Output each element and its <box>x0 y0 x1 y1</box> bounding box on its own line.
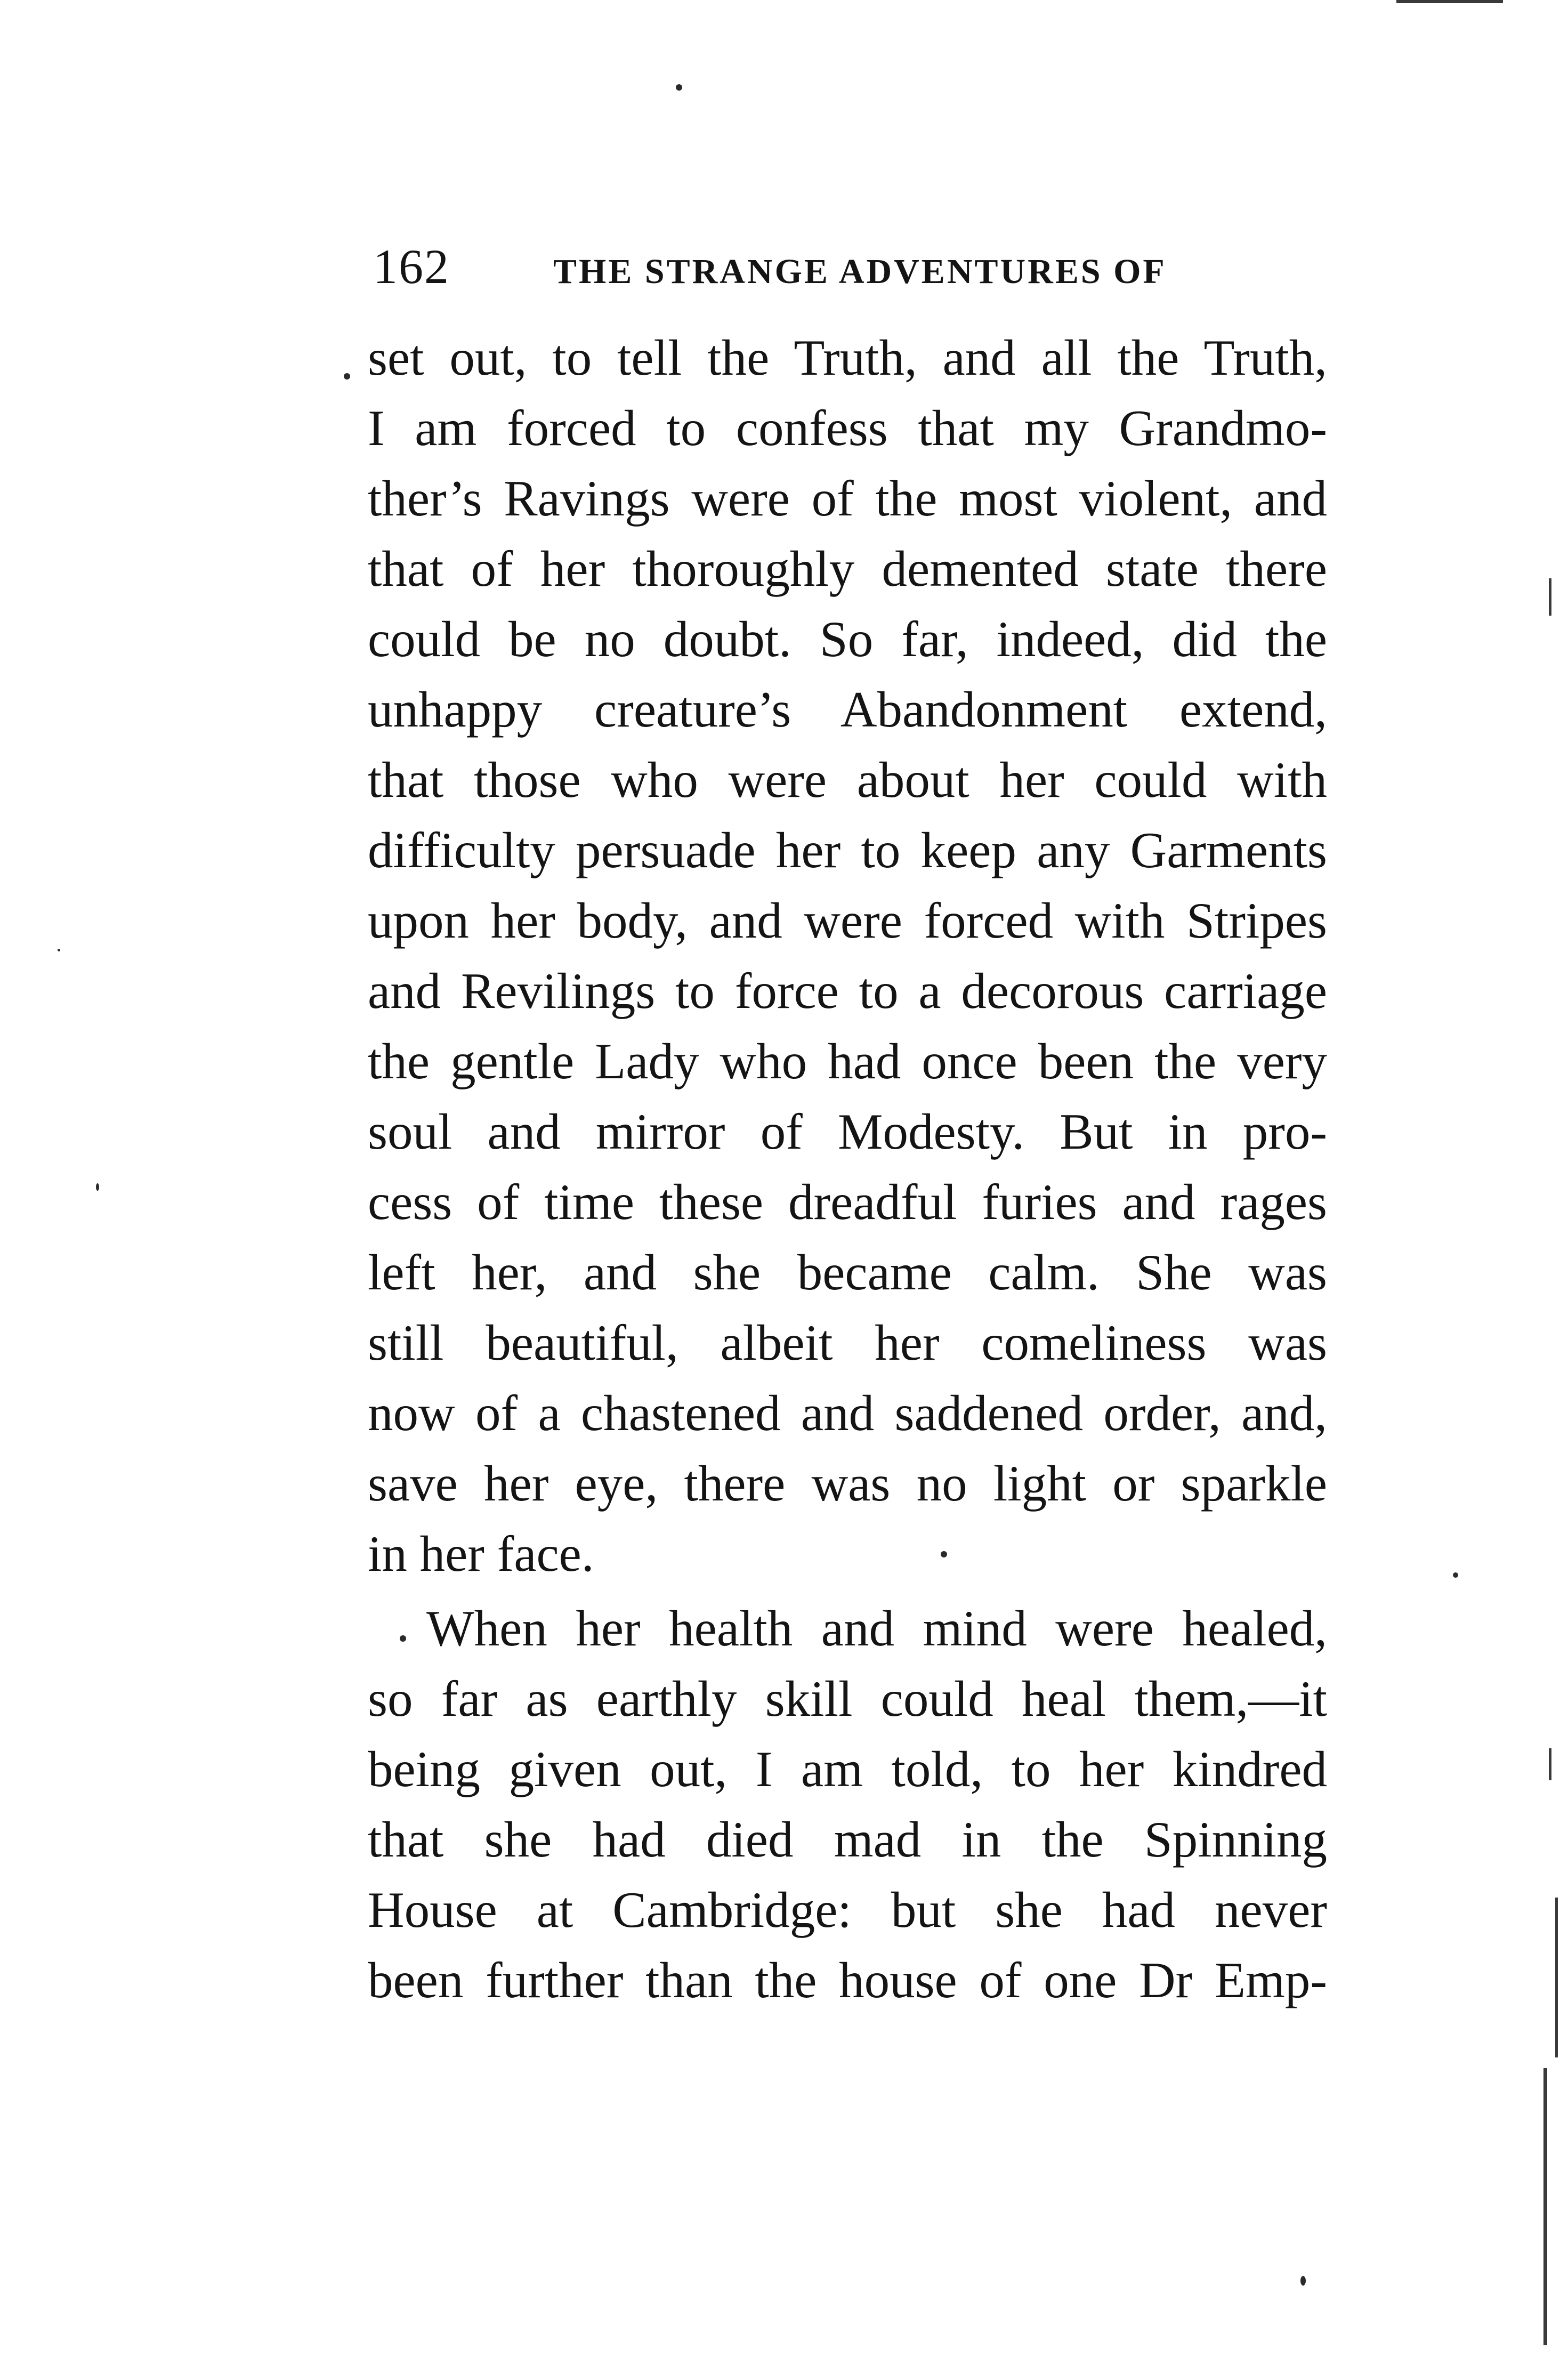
text-line: When her health and mind were healed, <box>426 1600 1327 1657</box>
scan-speck <box>344 373 350 380</box>
text-line: so far as earthly skill could heal them,—it <box>368 1670 1327 1727</box>
text-line: upon her body, and were forced with Stripes <box>368 892 1327 949</box>
text-line: left her, and she became calm. She was <box>368 1244 1327 1301</box>
text-line: that she had died mad in the Spinning <box>368 1811 1327 1868</box>
scan-speck <box>96 1183 99 1191</box>
paragraph-2 <box>368 1593 1327 2015</box>
text-line: been further than the house of one Dr Emp- <box>368 1952 1327 2008</box>
scan-speck <box>58 949 60 951</box>
body-text <box>368 322 1327 2015</box>
paragraph-gap <box>368 1589 1327 1593</box>
text-line: unhappy creature’s Abandonment extend, <box>368 681 1327 738</box>
page-edge-mark <box>1549 1748 1551 1780</box>
text-line: ther’s Ravings were of the most violent, and <box>368 470 1327 527</box>
scan-speck <box>400 1635 406 1642</box>
text-line: that of her thoroughly demented state there <box>368 540 1327 597</box>
text-line: save her eye, there was no light or sparkle <box>368 1455 1327 1512</box>
page-edge-mark <box>1549 578 1551 616</box>
text-line: set out, to tell the Truth, and all the Truth, <box>368 329 1327 386</box>
text-line: now of a chastened and saddened order, and, <box>368 1385 1327 1441</box>
paragraph-1 <box>368 322 1327 1589</box>
running-head <box>373 235 1322 298</box>
text-line: and Revilings to force to a decorous carriage <box>368 963 1327 1019</box>
text-line: could be no doubt. So far, indeed, did the <box>368 611 1327 667</box>
running-title: THE STRANGE ADVENTURES OF <box>553 252 1167 291</box>
page-edge-mark <box>1555 1898 1558 2057</box>
scan-speck <box>941 1551 947 1557</box>
text-line: the gentle Lady who had once been the very <box>368 1033 1327 1089</box>
text-line: still beautiful, albeit her comeliness was <box>368 1314 1327 1371</box>
text-line: I am forced to confess that my Grandmo- <box>368 400 1327 456</box>
text-line: in her face. <box>368 1525 594 1582</box>
text-line: House at Cambridge: but she had never <box>368 1882 1327 1938</box>
page-edge-mark <box>1396 0 1503 3</box>
text-line: difficulty persuade her to keep any Garments <box>368 822 1327 878</box>
page-edge-mark <box>1543 2068 1547 2345</box>
text-line: soul and mirror of Modesty. But in pro- <box>368 1103 1327 1160</box>
scan-speck <box>1453 1572 1458 1578</box>
scan-speck <box>676 84 682 91</box>
text-line: being given out, I am told, to her kindred <box>368 1741 1327 1797</box>
text-line: that those who were about her could with <box>368 752 1327 808</box>
page-number: 162 <box>373 239 450 294</box>
text-line: cess of time these dreadful furies and rages <box>368 1174 1327 1230</box>
scan-speck <box>1300 2276 1306 2286</box>
